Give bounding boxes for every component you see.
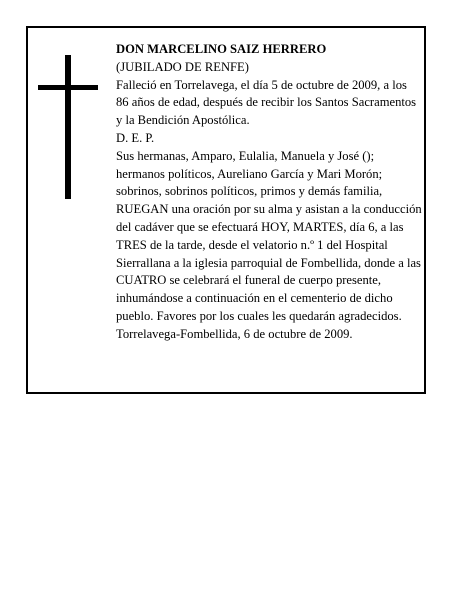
deceased-subtitle: (JUBILADO DE RENFE): [116, 59, 249, 74]
deceased-name: DON MARCELINO SAIZ HERRERO: [116, 42, 327, 56]
family-message: Sus hermanas, Amparo, Eulalia, Manuela y José (); hermanos políticos, Aureliano García y Mari Morón; sobrinos, sobrinos políticos, primos y demás familia, RUEGAN una oración por su alma y asistan a la conducción del cadáver que se efectuará HOY, MARTES, día 6, a las TRES de la tarde, desde el velatorio n.º 1 del Hospital Sierrallana a la iglesia parroquial de Fombellida, donde a las CUATRO se celebrará el funeral de cuerpo presente, inhumándose a continuación en el cementerio de dicho pueblo. Favores por los cuales les quedarán agradecidos.: [116, 148, 422, 323]
rest-in-peace: D. E. P.: [116, 130, 155, 145]
cross-horizontal-bar: [38, 85, 98, 90]
cross-icon: [38, 55, 98, 199]
death-announcement: Falleció en Torrelavega, el día 5 de octubre de 2009, a los 86 años de edad, después de recibir los Santos Sacramentos y la Bendición Apostólica.: [116, 77, 417, 128]
notice-text: [116, 41, 422, 344]
obituary-notice: [26, 26, 426, 394]
cross-vertical-bar: [65, 55, 71, 199]
place-and-date: Torrelavega-Fombellida, 6 de octubre de 2009.: [116, 326, 353, 341]
